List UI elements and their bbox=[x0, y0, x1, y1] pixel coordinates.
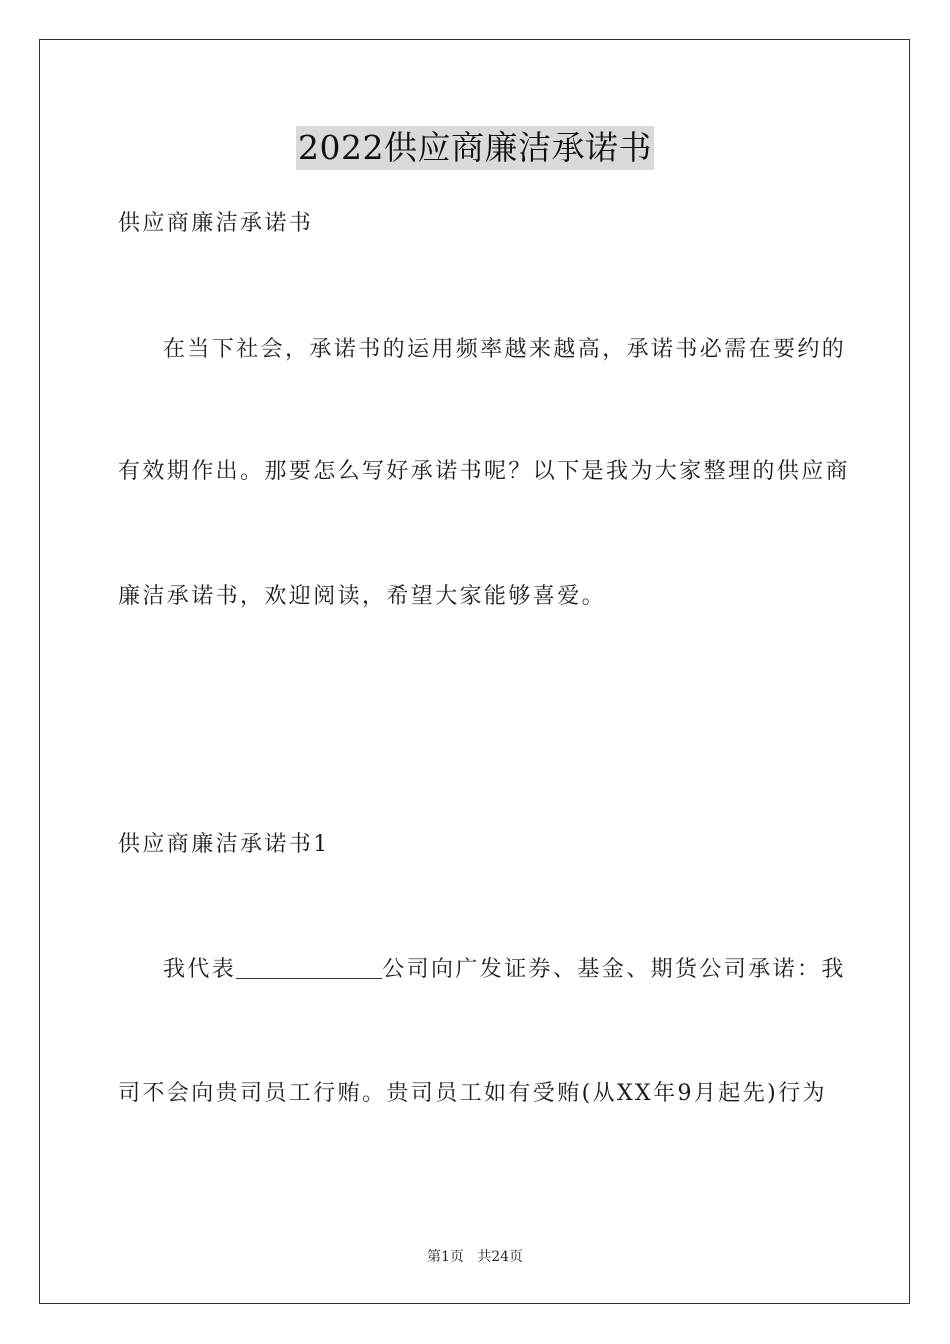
section-heading: 供应商廉洁承诺书1 bbox=[118, 832, 330, 857]
document-subtitle: 供应商廉洁承诺书 bbox=[118, 211, 314, 236]
intro-line-1: 在当下社会，承诺书的运用频率越来越高，承诺书必需在要约的 bbox=[163, 337, 847, 362]
body-line-1-end: 公司向广发证券、基金、期货公司承诺：我 bbox=[382, 957, 846, 982]
intro-line-3: 廉洁承诺书，欢迎阅读，希望大家能够喜爱。 bbox=[118, 584, 607, 609]
intro-line-2: 有效期作出。那要怎么写好承诺书呢？以下是我为大家整理的供应商 bbox=[118, 459, 851, 484]
title-container bbox=[0, 126, 950, 170]
body-line-1-start: 我代表 bbox=[163, 957, 237, 982]
body-line-1 bbox=[163, 955, 846, 985]
document-title: 2022供应商廉洁承诺书 bbox=[296, 126, 654, 170]
body-line-2: 司不会向贵司员工行贿。贵司员工如有受贿(从XX年9月起先)行为 bbox=[118, 1081, 827, 1106]
page-number: 第1页 共24页 bbox=[426, 1249, 524, 1265]
fill-in-blank[interactable] bbox=[236, 956, 382, 979]
